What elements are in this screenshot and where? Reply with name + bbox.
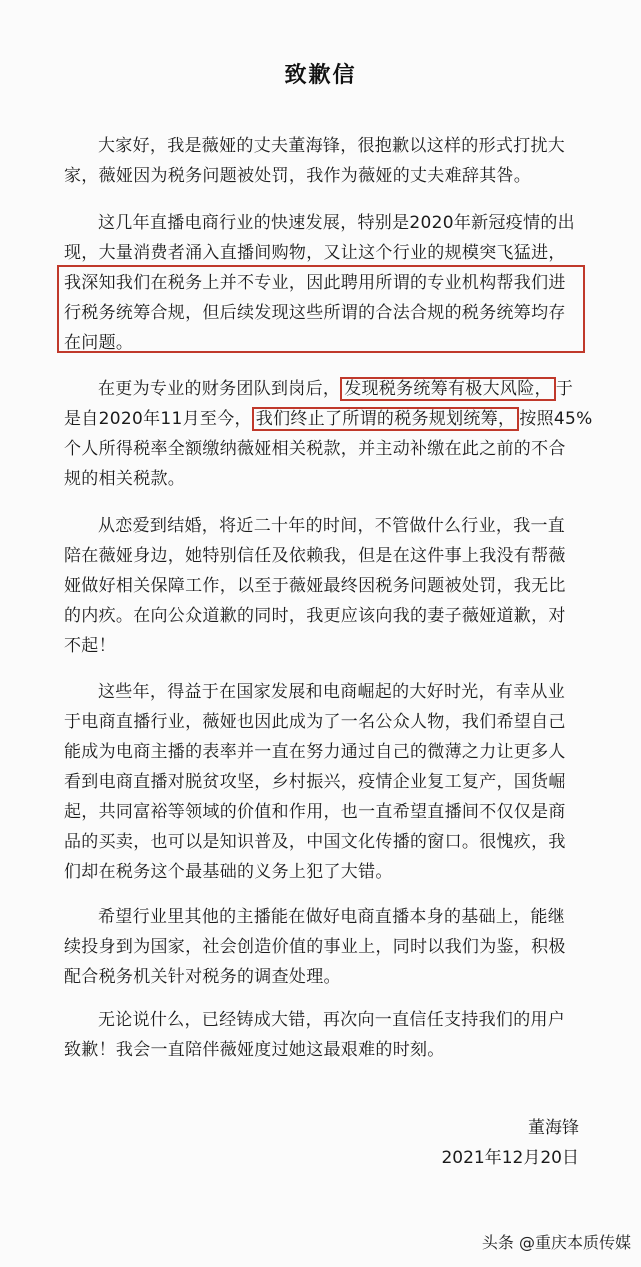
paragraph-5 [64, 677, 584, 887]
paragraph-line: 续投身到为国家，社会创造价值的事业上，同时以我们为鉴，积极 [64, 937, 566, 957]
paragraph-line: 规的相关税款。 [64, 469, 186, 489]
paragraph-line: 个人所得税率全额缴纳薇娅相关税款，并主动补缴在此之前的不合 [64, 439, 566, 459]
signature-block [441, 1113, 579, 1173]
paragraph-1 [64, 131, 584, 191]
paragraph-line: 我深知我们在税务上并不专业，因此聘用所谓的专业机构帮我们进 [64, 273, 566, 293]
paragraph-line [64, 404, 593, 434]
watermark-text: 头条 @重庆本质传媒 [481, 1233, 631, 1252]
paragraph-line: 看到电商直播对脱贫攻坚，乡村振兴，疫情企业复工复产，国货崛 [64, 772, 566, 792]
signature-date: 2021年12月20日 [441, 1148, 579, 1168]
paragraph-segment: 于 [555, 379, 574, 399]
paragraph-line: 陪在薇娅身边，她特别信任及依赖我，但是在这件事上我没有帮薇 [64, 546, 566, 566]
paragraph-segment: 是自2020年11月至今， [64, 409, 252, 429]
source-watermark [482, 1230, 631, 1253]
paragraph-line: 起，共同富裕等领域的价值和作用，也一直希望直播间不仅仅是商 [64, 802, 566, 822]
paragraph-line: 品的买卖，也可以是知识普及，中国文化传播的窗口。很愧疚，我 [64, 832, 566, 852]
paragraph-line: 在问题。 [64, 333, 134, 353]
paragraph-segment: 按照45% [519, 409, 593, 429]
paragraph-3 [64, 374, 593, 494]
paragraph-segment: 在更为专业的财务团队到岗后， [98, 379, 341, 399]
paragraph-line: 娅做好相关保障工作，以至于薇娅最终因税务问题被处罚，我无比 [64, 576, 566, 596]
paragraph-line: 大家好，我是薇娅的丈夫董海锋，很抱歉以这样的形式打扰大 [98, 136, 566, 156]
paragraph-line: 行税务统筹合规，但后续发现这些所谓的合法合规的税务统筹均存 [64, 303, 566, 323]
paragraph-4 [64, 511, 584, 661]
paragraph-line: 不起！ [64, 636, 116, 656]
letter-title: 致歉信 [284, 63, 357, 88]
paragraph-line: 配合税务机关针对税务的调查处理。 [64, 967, 341, 987]
paragraph-6 [64, 902, 584, 992]
paragraph-line: 这几年直播电商行业的快速发展，特别是2020年新冠疫情的出 [98, 213, 575, 233]
paragraph-line: 这些年，得益于在国家发展和电商崛起的大好时光，有幸从业 [98, 682, 566, 702]
paragraph-line: 们却在税务这个最基础的义务上犯了大错。 [64, 862, 393, 882]
paragraph-line: 从恋爱到结婚，将近二十年的时间，不管做什么行业，我一直 [98, 516, 566, 536]
highlight-box-risk: 发现税务统筹有极大风险， [340, 377, 556, 401]
paragraph-line: 于电商直播行业，薇娅也因此成为了一名公众人物，我们希望自己 [64, 712, 566, 732]
paragraph-line: 能成为电商主播的表率并一直在努力通过自己的微薄之力让更多人 [64, 742, 566, 762]
paragraph-line: 家，薇娅因为税务问题被处罚，我作为薇娅的丈夫难辞其咎。 [64, 166, 532, 186]
highlight-box-tax-planning [57, 265, 585, 353]
paragraph-line: 的内疚。在向公众道歉的同时，我更应该向我的妻子薇娅道歉，对 [64, 606, 566, 626]
paragraph-7 [64, 1005, 584, 1065]
paragraph-line: 无论说什么，已经铸成大错，再次向一直信任支持我们的用户 [98, 1010, 566, 1030]
paragraph-line [64, 374, 584, 404]
highlight-box-termination: 我们终止了所谓的税务规划统筹， [252, 407, 520, 431]
signature-name: 董海锋 [528, 1118, 579, 1138]
paragraph-line: 致歉！我会一直陪伴薇娅度过她这最艰难的时刻。 [64, 1040, 445, 1060]
paragraph-line: 现，大量消费者涌入直播间购物，又让这个行业的规模突飞猛进， [64, 243, 566, 263]
paragraph-line: 希望行业里其他的主播能在做好电商直播本身的基础上，能继 [98, 907, 566, 927]
